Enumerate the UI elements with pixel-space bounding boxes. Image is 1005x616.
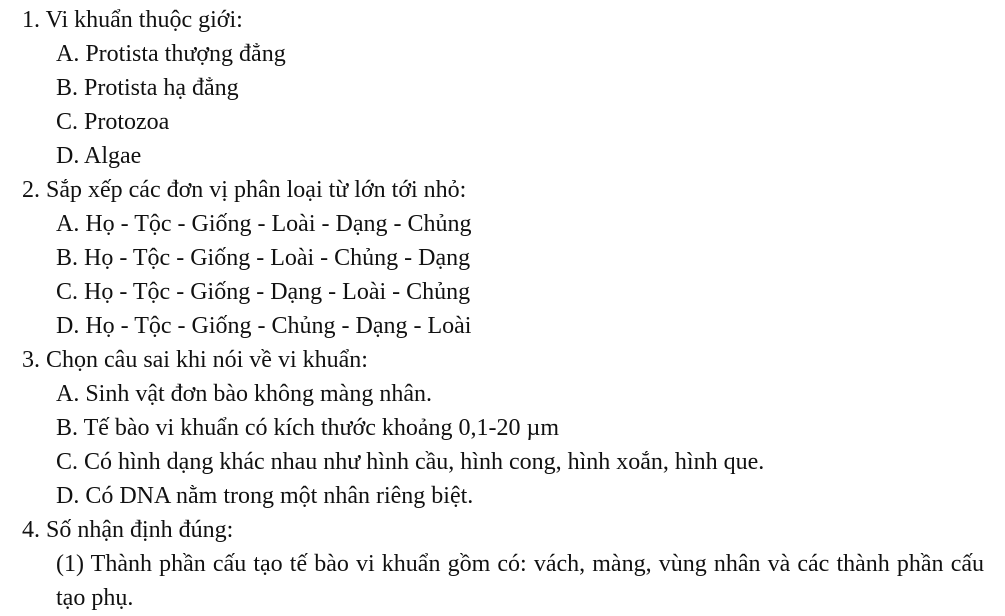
question-2-option-d: D. Họ - Tộc - Giống - Chủng - Dạng - Loài (56, 313, 472, 339)
question-3-option-b: B. Tế bào vi khuẩn có kích thước khoảng 0,1-20 µm (56, 415, 559, 441)
question-1-option-c: C. Protozoa (56, 109, 170, 135)
question-3-option-d: D. Có DNA nằm trong một nhân riêng biệt. (56, 483, 474, 509)
question-2-option-b: B. Họ - Tộc - Giống - Loài - Chủng - Dạng (56, 245, 471, 271)
question-3-option-a: A. Sinh vật đơn bào không màng nhân. (56, 381, 432, 407)
question-3: 3. Chọn câu sai khi nói về vi khuẩn: (22, 347, 368, 373)
question-2: 2. Sắp xếp các đơn vị phân loại từ lớn tới nhỏ: (22, 177, 467, 203)
question-4: 4. Số nhận định đúng: (22, 517, 234, 543)
question-4-statement-1: (1) Thành phần cấu tạo tế bào vi khuẩn gồm có: vách, màng, vùng nhân và các thành phần cấu tạo phụ. (56, 551, 984, 611)
question-1: 1. Vi khuẩn thuộc giới: (22, 7, 243, 33)
question-2-option-a: A. Họ - Tộc - Giống - Loài - Dạng - Chủng (56, 211, 472, 237)
question-1-option-d: D. Algae (56, 143, 142, 169)
question-1-option-a: A. Protista thượng đẳng (56, 41, 286, 67)
question-1-option-b: B. Protista hạ đẳng (56, 75, 239, 101)
question-2-option-c: C. Họ - Tộc - Giống - Dạng - Loài - Chủng (56, 279, 471, 305)
question-3-option-c: C. Có hình dạng khác nhau như hình cầu, hình cong, hình xoắn, hình que. (56, 449, 765, 475)
